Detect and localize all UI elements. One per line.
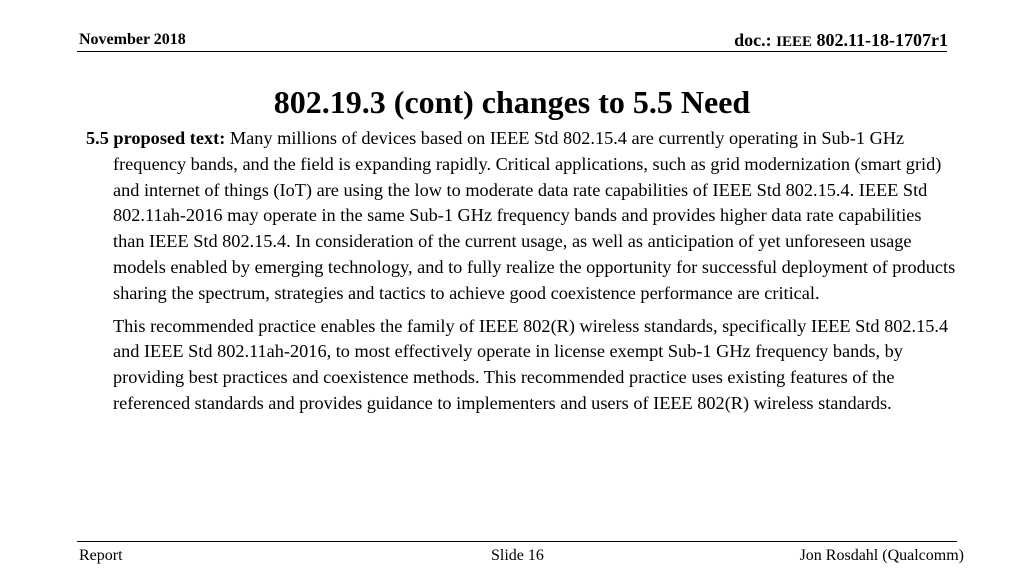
slide-body: [86, 126, 956, 417]
header-date: November 2018: [79, 31, 186, 48]
footer-author: Jon Rosdahl (Qualcomm): [799, 547, 964, 564]
paragraph-1-text: Many millions of devices based on IEEE Std 802.15.4 are currently operating in Sub-1 GHz frequency bands, and the field is expanding rapidly. Critical applications, such as grid modernization (smart grid) and internet of things (IoT) are using the low to moderate data rate capabilities of IEEE Std 802.15.4. IEEE Std 802.11ah-2016 may operate in the same Sub-1 GHz frequency bands and provides higher data rate capabilities than IEEE Std 802.15.4. In consideration of the current usage, as well as anticipation of yet unforeseen usage models enabled by emerging technology, and to fully realize the opportunity for successful deployment of products sharing the spectrum, strategies and tactics to achieve good coexistence performance are critical.: [113, 128, 956, 303]
slide-title: 802.19.3 (cont) changes to 5.5 Need: [273, 84, 751, 120]
header-doc-number: 802.11-18-1707r1: [816, 30, 948, 50]
footer-report: Report: [79, 547, 123, 564]
header-divider: [77, 51, 947, 52]
paragraph-label: 5.5 proposed text:: [86, 128, 226, 148]
footer-divider: [77, 541, 957, 542]
paragraph-proposed-text: [86, 126, 956, 307]
footer-slide-number: Slide 16: [491, 547, 544, 564]
header-doc-id: [734, 30, 948, 51]
header-doc-prefix: doc.:: [734, 30, 772, 50]
header-doc-org: IEEE: [776, 34, 813, 50]
paragraph-2: This recommended practice enables the family of IEEE 802(R) wireless standards, specifically IEEE Std 802.15.4 and IEEE Std 802.11ah-2016, to most effectively operate in license exempt Sub-1 GHz frequency bands, by providing best practices and coexistence methods. This recommended practice uses existing features of the referenced standards and provides guidance to implementers and users of IEEE 802(R) wireless standards.: [113, 315, 949, 413]
